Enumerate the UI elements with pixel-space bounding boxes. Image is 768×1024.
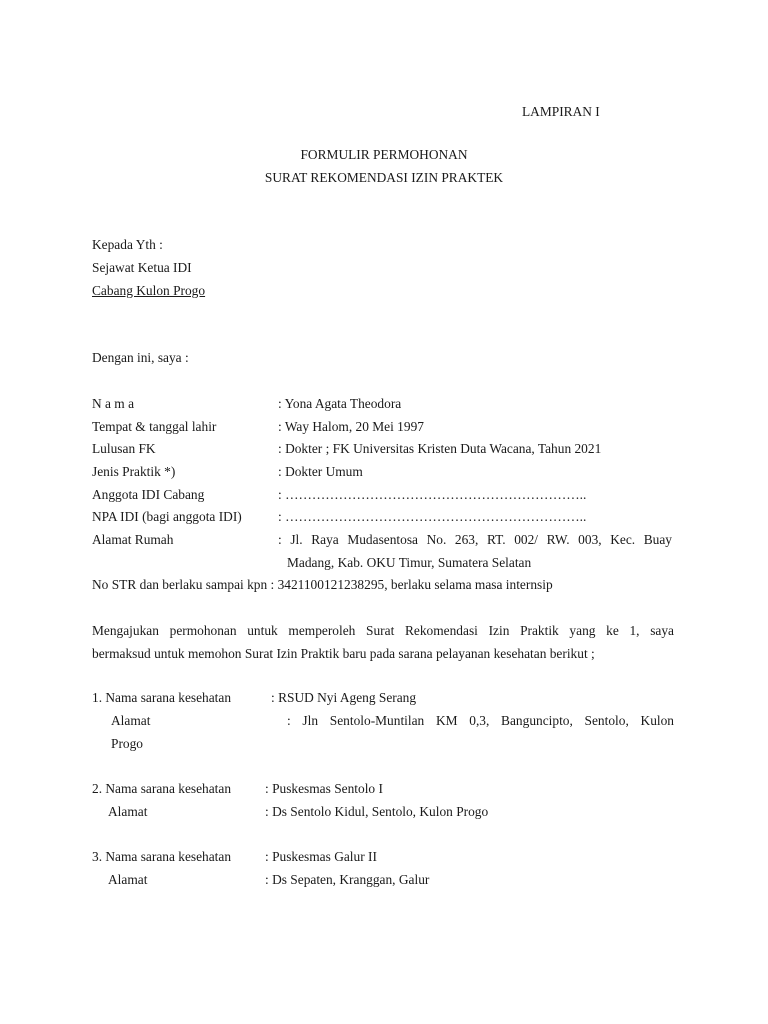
- field-label-anggota-idi: Anggota IDI Cabang: [92, 487, 205, 502]
- form-title: FORMULIR PERMOHONAN: [300, 147, 468, 162]
- facility-1-label: 1. Nama sarana kesehatan: [92, 690, 232, 705]
- facility-1-address-label: Alamat: [111, 713, 151, 728]
- field-value-alamat-rumah-cont: Madang, Kab. OKU Timur, Sumatera Selatan: [287, 555, 532, 570]
- field-value-lulusan: : Dokter ; FK Universitas Kristen Duta Wacana, Tahun 2021: [278, 441, 602, 456]
- facility-2-label: 2. Nama sarana kesehatan: [92, 781, 232, 796]
- intro-text: Dengan ini, saya :: [92, 350, 189, 365]
- field-label-lulusan: Lulusan FK: [92, 441, 156, 456]
- field-value-alamat-rumah: : Jl. Raya Mudasentosa No. 263, RT. 002/ RW. 003, Kec. Buay: [278, 532, 672, 547]
- lampiran-label: LAMPIRAN I: [522, 104, 600, 119]
- facility-2-address-label: Alamat: [108, 804, 148, 819]
- field-value-npa-idi: : …………………………………………………………..: [278, 509, 587, 524]
- facility-1-address: : Jln Sentolo-Muntilan KM 0,3, Banguncipto, Sentolo, Kulon: [287, 713, 674, 728]
- field-value-anggota-idi: : …………………………………………………………..: [278, 487, 587, 502]
- addressee-line-2: Sejawat Ketua IDI: [92, 260, 192, 275]
- facility-1-address-cont: Progo: [111, 736, 143, 751]
- request-paragraph-line-2: bermaksud untuk memohon Surat Izin Praktik baru pada sarana pelayanan kesehatan berikut ;: [92, 646, 595, 661]
- facility-3-label: 3. Nama sarana kesehatan: [92, 849, 232, 864]
- str-line: No STR dan berlaku sampai kpn : 3421100121238295, berlaku selama masa internsip: [92, 577, 553, 592]
- form-subtitle: SURAT REKOMENDASI IZIN PRAKTEK: [264, 170, 504, 185]
- facility-1-name: : RSUD Nyi Ageng Serang: [271, 690, 417, 705]
- field-value-nama: : Yona Agata Theodora: [278, 396, 402, 411]
- facility-2-address: : Ds Sentolo Kidul, Sentolo, Kulon Progo: [265, 804, 489, 819]
- field-value-ttl: : Way Halom, 20 Mei 1997: [278, 419, 424, 434]
- request-paragraph-line-1: Mengajukan permohonan untuk memperoleh Surat Rekomendasi Izin Praktik yang ke 1, saya: [92, 623, 674, 638]
- field-label-alamat-rumah: Alamat Rumah: [92, 532, 174, 547]
- facility-3-address-label: Alamat: [108, 872, 148, 887]
- facility-3-address: : Ds Sepaten, Kranggan, Galur: [265, 872, 430, 887]
- field-label-npa-idi: NPA IDI (bagi anggota IDI): [92, 509, 242, 524]
- facility-3-name: : Puskesmas Galur II: [265, 849, 377, 864]
- field-label-ttl: Tempat & tanggal lahir: [92, 419, 217, 434]
- field-label-jenis-praktik: Jenis Praktik *): [92, 464, 176, 479]
- field-value-jenis-praktik: : Dokter Umum: [278, 464, 363, 479]
- addressee-line-3: Cabang Kulon Progo: [92, 283, 206, 298]
- facility-2-name: : Puskesmas Sentolo I: [265, 781, 383, 796]
- field-label-nama: N a m a: [92, 396, 135, 411]
- addressee-line-1: Kepada Yth :: [92, 237, 163, 252]
